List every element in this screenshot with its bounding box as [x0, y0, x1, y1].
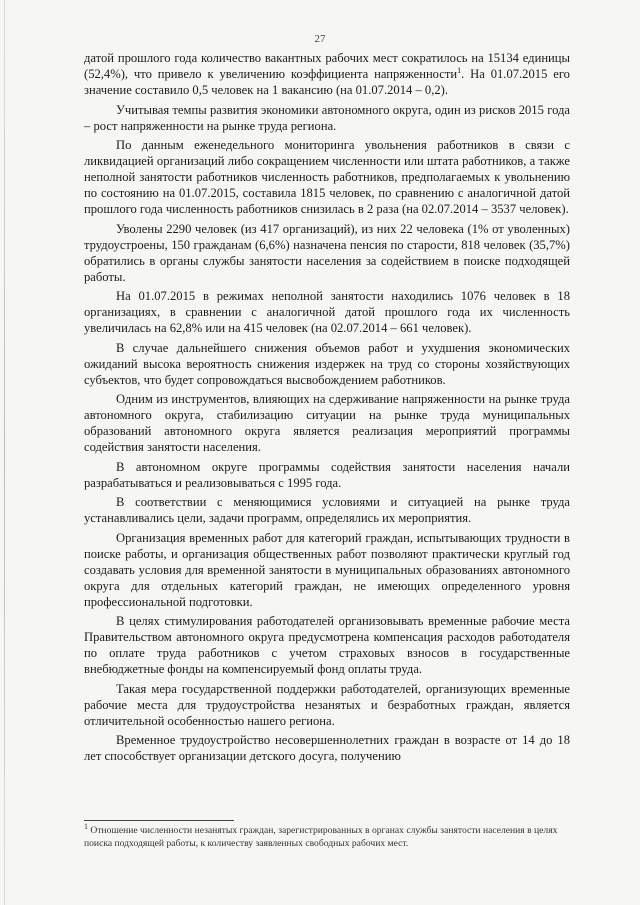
- paragraph-7: Одним из инструментов, влияющих на сдерживание напряженности на рынке труда автономного округа, стабилизацию ситуации на рынке труда муниципальных образований автономного округа является реализация мероприятий программы содействия занятости населения.: [84, 392, 570, 454]
- paragraph-1: [84, 50, 570, 98]
- paragraph-1-text-end: . На 01.07.2015 его значение составило 0,5 человек на 1 вакансию (на 01.07.2014 – 0,2).: [84, 67, 570, 97]
- paragraph-12: Такая мера государственной поддержки работодателей, организующих временные рабочие места для трудоустройства незанятых и безработных граждан, является отличительной особенностью нашего региона.: [84, 681, 570, 728]
- paragraph-6: В случае дальнейшего снижения объемов работ и ухудшения экономических ожиданий высока вероятность снижения издержек на труд со стороны хозяйствующих субъектов, что будет сопровождаться высвобождением работников.: [84, 340, 570, 387]
- footnote: [84, 821, 570, 850]
- paragraph-4: Уволены 2290 человек (из 417 организаций), из них 22 человека (1% от уволенных) трудоустроены, 150 гражданам (6,6%) назначена пенсия по старости, 818 человек (35,7%) обратились в органы службы занятости населения за содействием в поиске подходящей работы.: [84, 221, 570, 284]
- body-text: [84, 50, 570, 768]
- paragraph-11: В целях стимулирования работодателей организовывать временные рабочие места Правительством автономного округа предусмотрена компенсация расходов работодателя по оплате труда работников с учетом страховых взносов в государственные внебюджетные фонды на компенсируемый фонд оплаты труда.: [84, 614, 570, 676]
- paragraph-10: Организация временных работ для категорий граждан, испытывающих трудности в поиске работы, и организация общественных работ позволяют практически круглый год создавать условия для временной занятости в муниципальных образованиях автономного округа для отдельных категорий граждан, не имеющих определенного уровня профессиональной подготовки.: [84, 530, 570, 609]
- paragraph-2: Учитывая темпы развития экономики автономного округа, один из рисков 2015 года – рост напряженности на рынке труда региона.: [84, 102, 570, 133]
- footnote-text: Отношение численности незанятых граждан, зарегистрированных в органах службы занятости населения в целях поиска подходящей работы, к количеству заявленных свободных рабочих мест.: [84, 825, 558, 849]
- scan-edge: [4, 0, 5, 905]
- footnote-mark: 1: [84, 821, 88, 831]
- paragraph-8: В автономном округе программы содействия занятости населения начали разрабатываться и реализовываться с 1995 года.: [84, 459, 570, 490]
- paragraph-5: На 01.07.2015 в режимах неполной занятости находились 1076 человек в 18 организациях, в сравнении с аналогичной датой прошлого года их численность увеличилась на 62,8% или на 415 человек (на 02.07.2014 – 661 человек).: [84, 289, 570, 335]
- paragraph-13: Временное трудоустройство несовершеннолетних граждан в возрасте от 14 до 18 лет способствует организации детского досуга, получению: [84, 733, 570, 763]
- page-number: 27: [314, 33, 326, 45]
- paragraph-1-text: датой прошлого года количество вакантных рабочих мест сократилось на 15134 единицы (52,4%), что привело к увеличению коэффициента напряженности: [84, 51, 570, 81]
- footnote-divider: [84, 820, 234, 821]
- paragraph-9: В соответствии с меняющимися условиями и ситуацией на рынке труда устанавливались цели, задачи программ, определялись их мероприятия.: [84, 495, 570, 525]
- paragraph-3: По данным еженедельного мониторинга увольнения работников в связи с ликвидацией организаций либо сокращением численности или штата работников, а также неполной занятости работников численность работников, предполагаемых к увольнению по состоянию на 01.07.2015, составила 1815 человек, по сравнению с аналогичной датой прошлого года численность работников снизилась в 2 раза (на 02.07.2014 – 3537 человек).: [84, 138, 570, 216]
- footnote-ref[interactable]: 1: [457, 65, 462, 75]
